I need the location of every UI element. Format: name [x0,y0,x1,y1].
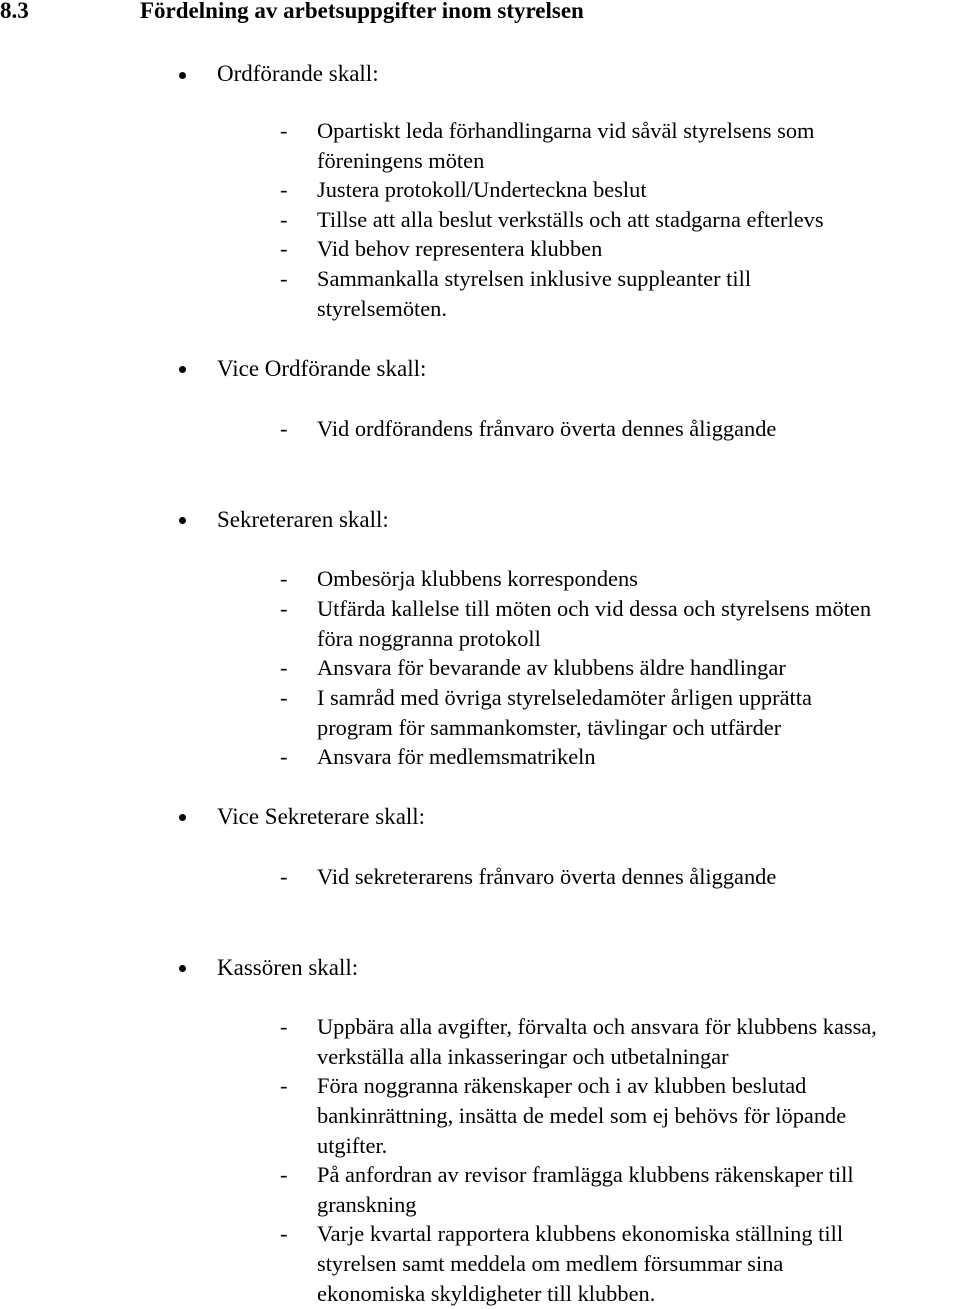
bullet-icon [179,517,186,524]
dash-marker: - [280,236,288,261]
role-title-sekreteraren: Sekreteraren skall: [217,507,389,532]
list-item-text: Ansvara för medlemsmatrikeln [317,744,596,769]
bullet-icon [179,814,186,821]
list-item-text: Vid behov representera klubben [317,236,603,261]
role-title-kassoren: Kassören skall: [217,955,359,980]
list-item-text: Sammankalla styrelsen inklusive suppleanter till styrelsemöten. [317,266,752,321]
list-item-text: Ombesörja klubbens korrespondens [317,566,638,591]
role-title-vice-sekreterare: Vice Sekreterare skall: [217,804,426,829]
dash-marker: - [280,177,288,202]
dash-marker: - [280,118,288,143]
role-title-vice-ordforande: Vice Ordförande skall: [217,356,427,381]
dash-marker: - [280,596,288,621]
dash-marker: - [280,1221,288,1246]
dash-marker: - [280,1014,288,1039]
dash-marker: - [280,744,288,769]
dash-marker: - [280,1162,288,1187]
dash-marker: - [280,655,288,680]
list-item-text: Utfärda kallelse till möten och vid dessa och styrelsens möten föra noggranna protokoll [317,596,872,651]
list-item-text: Vid sekreterarens frånvaro överta dennes åliggande [317,864,777,889]
list-item-text: Uppbära alla avgifter, förvalta och ansvara för klubbens kassa, verkställa alla inkasseringar och utbetalningar [317,1014,877,1069]
list-item-text: Opartiskt leda förhandlingarna vid såväl styrelsens som föreningens möten [317,118,815,173]
section-heading-title: Fördelning av arbetsuppgifter inom styrelsen [140,0,584,23]
dash-marker: - [280,685,288,710]
list-item-text: På anfordran av revisor framlägga klubbens räkenskaper till granskning [317,1162,854,1217]
dash-marker: - [280,416,288,441]
list-item-text: I samråd med övriga styrelseledamöter årligen upprätta program för sammankomster, tävlingar och utfärder [317,685,812,740]
role-title-ordforande: Ordförande skall: [217,61,379,86]
dash-marker: - [280,1073,288,1098]
section-number: 8.3 [0,0,29,23]
list-item-text: Justera protokoll/Underteckna beslut [317,177,647,202]
bullet-icon [179,965,186,972]
list-item-text: Föra noggranna räkenskaper och i av klubben beslutad bankinrättning, insätta de medel som ej behövs för löpande utgifter. [317,1073,847,1158]
bullet-icon [179,72,186,79]
dash-marker: - [280,266,288,291]
dash-marker: - [280,864,288,889]
dash-marker: - [280,566,288,591]
list-item-text: Vid ordförandens frånvaro överta dennes åliggande [317,416,777,441]
bullet-icon [179,366,186,373]
list-item-text: Tillse att alla beslut verkställs och att stadgarna efterlevs [317,207,824,232]
list-item-text: Ansvara för bevarande av klubbens äldre handlingar [317,655,786,680]
dash-marker: - [280,207,288,232]
list-item-text: Varje kvartal rapportera klubbens ekonomiska ställning till styrelsen samt meddela om medlem försummar sina ekonomiska skyldigheter till klubben. [317,1221,844,1306]
